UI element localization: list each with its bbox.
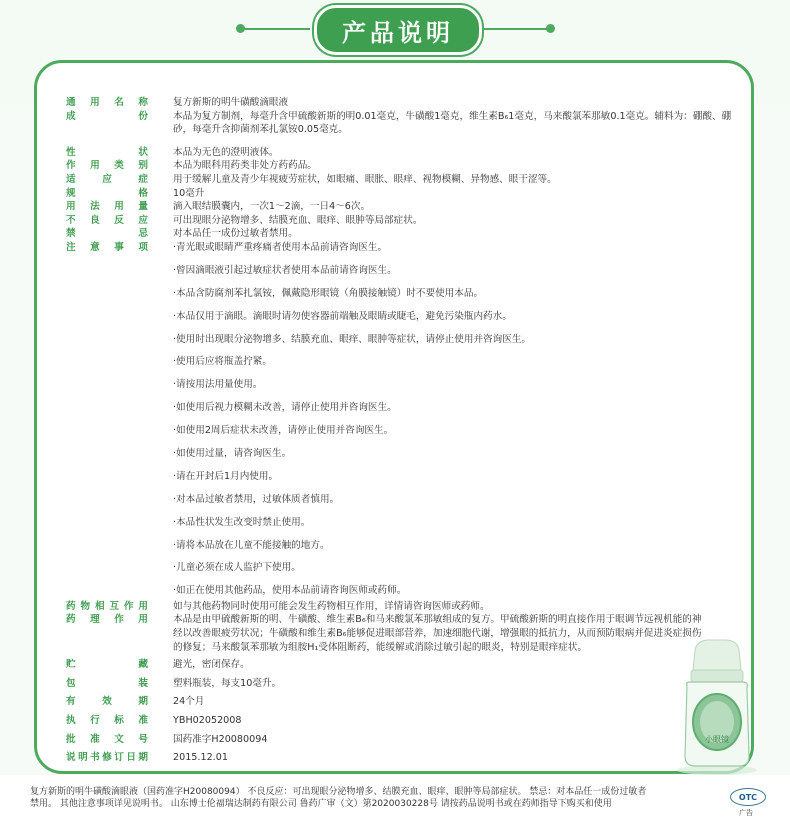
header-dot-left	[236, 24, 245, 33]
precaution-item: ·本品性状发生改变时禁止使用。	[173, 516, 311, 528]
row-label: 说明书修订日期	[66, 752, 148, 764]
row-label: 批准文号	[66, 733, 148, 745]
precaution-item: ·儿童必须在成人监护下使用。	[173, 562, 301, 574]
row-value: 本品为复方制剂，每毫升含甲硫酸新斯的明0.01毫克，牛磺酸1毫克，维生素B₆1毫克，马来酸氯苯那敏0.1毫克。辅料为：硼酸、硼砂，每毫升含抑菌剂苯扎氯铵0.05毫克。	[173, 110, 732, 136]
row-value: 本品是由甲硫酸新斯的明、牛磺酸、维生素B₆和马来酸氯苯那敏组成的复方。甲硫酸新斯的明直接作用于眼调节远视机能的神经以改善眼疲劳状况；牛磺酸和维生素B₆能够促进眼部营养，加速细胞代谢，增强眼的抵抗力，从而预防眼病并促进炎症损伤的修复；马来酸氯苯那敏为组胺H₁受体阻断药，能缓解或消除过敏引起的眼炎，特别是眼痒症状。	[173, 614, 702, 653]
row-label: 用法用量	[66, 201, 148, 213]
precaution-item: ·使用后应将瓶盖拧紧。	[173, 356, 272, 368]
spec-row-pharmacology	[66, 613, 736, 654]
row-value: 如与其他药物同时使用可能会发生药物相互作用，详情请咨询医师或药师。	[173, 600, 490, 612]
footer-line: 复方新斯的明牛磺酸滴眼液（国药准字H20080094） 不良反应：可出现眼分泌物增多、结膜充血、眼痒、眼肿等局部症状。 禁忌：对本品任一成份过敏者	[30, 787, 647, 797]
footer-line: 禁用。 其他注意事项详见说明书。 山东博士伦福瑞达制药有限公司 鲁药广审（文）第2020030228号 请按药品说明书或在药师指导下购买和使用	[30, 799, 612, 809]
precaution-item: ·本品仅用于滴眼。滴眼时请勿使容器前端触及眼睛或睫毛，避免污染瓶内药水。	[173, 310, 512, 322]
precaution-item: ·如使用过量，请咨询医生。	[173, 447, 292, 459]
page-title: 产品说明	[314, 5, 482, 55]
row-label: 通用名称	[66, 97, 148, 108]
spec-row-shelf-life	[66, 695, 736, 709]
row-label: 不良反应	[66, 214, 148, 226]
row-value: 对本品任一成份过敏者禁用。	[173, 228, 298, 240]
precaution-item: ·如正在使用其他药品，使用本品前请咨询医师或药师。	[173, 585, 407, 597]
spec-row-indications	[66, 173, 736, 187]
precaution-item: ·如使用2周后症状未改善，请停止使用并咨询医生。	[173, 425, 394, 437]
spec-row-storage	[66, 658, 736, 672]
row-label: 包装	[66, 677, 148, 689]
row-value: 2015.12.01	[173, 752, 228, 764]
row-label: 贮藏	[66, 659, 148, 671]
row-label: 成份	[66, 110, 148, 122]
spec-row-contraindications	[66, 227, 736, 241]
row-value: 国药准字H20080094	[173, 733, 268, 745]
precaution-item: ·如使用后视力模糊未改善，请停止使用并咨询医生。	[173, 402, 397, 414]
row-label: 适应症	[66, 173, 148, 185]
spec-row-revision-date	[66, 751, 736, 765]
precaution-item: ·对本品过敏者禁用，过敏体质者慎用。	[173, 493, 340, 505]
row-label: 禁忌	[66, 228, 148, 240]
spec-row-adverse-reactions	[66, 214, 736, 228]
spec-row-packaging	[66, 677, 736, 691]
precaution-item: ·请将本品放在儿童不能接触的地方。	[173, 539, 330, 551]
precautions-list	[173, 241, 736, 598]
eye-drop-bottle-illustration	[665, 636, 769, 776]
spec-row-approval-number	[66, 733, 736, 747]
row-label: 药理作用	[66, 614, 148, 626]
precaution-item: ·本品含防腐剂苯扎氯铵，佩戴隐形眼镜（角膜接触镜）时不要使用本品。	[173, 287, 484, 299]
precaution-item: ·曾因滴眼液引起过敏症状者使用本品前请咨询医生。	[173, 264, 397, 276]
spec-row-specification	[66, 187, 736, 201]
row-label: 规格	[66, 187, 148, 199]
footer-advertisement-text	[30, 786, 720, 810]
row-value: YBH02052008	[173, 715, 242, 727]
spec-row-ingredients	[66, 110, 736, 137]
spec-row-interactions	[66, 600, 736, 614]
row-label: 药物相互作用	[66, 600, 148, 612]
spec-row-standard	[66, 714, 736, 728]
row-value: 本品为眼科用药类非处方药药品。	[173, 160, 317, 172]
spec-row-precautions	[66, 241, 736, 598]
spec-row-category	[66, 159, 736, 173]
row-value: 复方新斯的明牛磺酸滴眼液	[173, 97, 289, 108]
row-value: 滴入眼结膜囊内，一次1～2滴，一日4～6次。	[173, 201, 371, 213]
spec-row-dosage	[66, 200, 736, 214]
precaution-item: ·请在开封后1月内使用。	[173, 470, 279, 482]
header-dot-right	[546, 24, 555, 33]
row-label: 作用类别	[66, 160, 148, 172]
row-label: 执行标准	[66, 715, 148, 727]
row-value: 可出现眼分泌物增多、结膜充血、眼痒、眼肿等局部症状。	[173, 214, 423, 226]
row-value: 避光，密闭保存。	[173, 659, 250, 671]
otc-badge: OTC	[730, 788, 766, 806]
row-value: 10毫升	[173, 187, 205, 199]
bottle-label: 小眼镜	[705, 735, 729, 744]
precaution-item: ·请按用法用量使用。	[173, 379, 263, 391]
spec-row-appearance	[66, 146, 736, 160]
row-label: 注意事项	[66, 241, 148, 253]
row-value: 用于缓解儿童及青少年视疲劳症状，如眼痛、眼胀、眼痒、视物模糊、异物感、眼干涩等。	[173, 173, 557, 185]
precaution-item: ·使用时出现眼分泌物增多、结膜充血、眼痒、眼肿等症状，请停止使用并咨询医生。	[173, 333, 532, 345]
precaution-item: ·青光眼或眼睛严重疼痛者使用本品前请咨询医生。	[173, 241, 388, 253]
row-label: 性状	[66, 146, 148, 158]
header-line-right	[480, 28, 550, 30]
row-value: 塑料瓶装，每支10毫升。	[173, 677, 282, 689]
row-label: 有效期	[66, 696, 148, 708]
row-value: 24个月	[173, 696, 205, 708]
row-value: 本品为无色的澄明液体。	[173, 146, 279, 158]
spec-row-generic-name	[66, 96, 736, 110]
header-line-left	[240, 28, 310, 30]
ad-label: 广告	[739, 809, 753, 817]
spec-table	[66, 96, 736, 765]
